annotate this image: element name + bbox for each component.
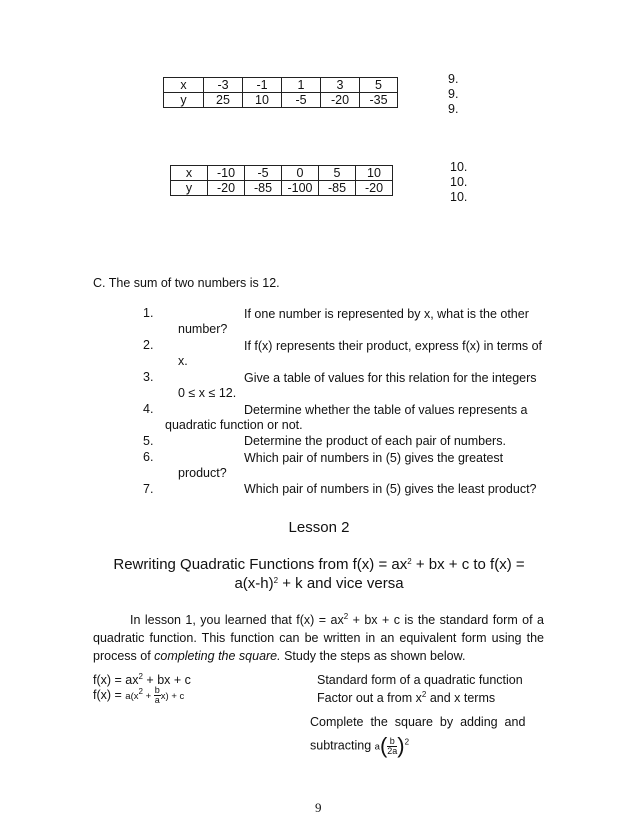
question-continuation: product? [178, 466, 227, 480]
question-text: Determine whether the table of values represents a [244, 403, 528, 417]
question-number: 5. [143, 434, 154, 448]
page-number: 9 [315, 800, 322, 815]
question-number: 3. [143, 370, 154, 384]
question-continuation: number? [178, 322, 228, 336]
note-line: 10. [450, 160, 468, 174]
note-line: 9. [448, 87, 459, 101]
question-number: 7. [143, 482, 154, 496]
lesson-subtitle-line-2: $a(x-h)^2 + k$ and vice versa [234, 575, 404, 592]
fraction-b-over-a: $\frac{b}{a}$ [154, 685, 160, 705]
step-1-explanation: Standard form of a quadratic function [317, 673, 523, 687]
step-3-explanation-line-2: subtracting a( $\frac{b}{2a}$ )$^2$ [310, 733, 410, 758]
question-text: If f(x) represents their product, express f(x) in terms of [244, 339, 543, 353]
table-cell: 10 [243, 93, 282, 108]
lesson-subtitle [0, 555, 638, 593]
table-cell: -20 [208, 181, 245, 196]
question-number: 1. [143, 306, 154, 320]
table-cell: -3 [204, 78, 243, 93]
note-line: 10. [450, 190, 468, 204]
table-cell: -5 [245, 166, 282, 181]
table-row [171, 166, 393, 181]
table-row [164, 93, 398, 108]
table-cell: 25 [204, 93, 243, 108]
question-text: If one number is represented by x, what is the other [244, 307, 529, 321]
question-continuation: 0 ≤ x ≤ 12. [178, 386, 237, 400]
fraction-b-over-2a: $\frac{b}{2a}$ [387, 735, 398, 756]
table-cell: 5 [360, 78, 398, 93]
table-cell: 3 [321, 78, 360, 93]
table-cell: 5 [319, 166, 356, 181]
values-table-1 [163, 77, 398, 108]
note-line: 10. [450, 175, 468, 189]
lesson-title: Lesson 2 [288, 519, 350, 536]
table-cell: -1 [243, 78, 282, 93]
table-cell: 1 [282, 78, 321, 93]
table-cell: y [164, 93, 204, 108]
question-text: Determine the product of each pair of numbers. [244, 434, 506, 448]
table-cell: 10 [356, 166, 393, 181]
left-paren: ( [379, 733, 388, 758]
question-text: Which pair of numbers in (5) gives the greatest [244, 451, 504, 465]
table-cell: -5 [282, 93, 321, 108]
table-cell: x [171, 166, 208, 181]
question-continuation: quadratic function or not. [165, 418, 303, 432]
intro-paragraph: In lesson 1, you learned that $f(x) = ax^2$ + bx + c is the standard form of a quadratic function. This function can be written in an equivalent form using the process of completing the square. Study the steps as shown below. [93, 612, 544, 663]
question-text: Give a table of values for this relation for the integers [244, 371, 537, 385]
table-row [171, 181, 393, 196]
step-3-explanation-line-1: Complete the square by adding and [310, 715, 526, 729]
section-c-heading: C. The sum of two numbers is 12. [93, 276, 280, 290]
values-table-2 [170, 165, 393, 196]
right-paren: ) [397, 733, 405, 758]
lesson-subtitle-line-1: Rewriting Quadratic Functions from $f(x) = ax^2$ + bx + c to f(x) = [113, 556, 525, 573]
table-cell: -20 [356, 181, 393, 196]
step-2-equation: $f(x) = a(x^2$ + $\frac{b}{a}$ x) + c [93, 685, 185, 705]
question-number: 6. [143, 450, 154, 464]
table-cell: -10 [208, 166, 245, 181]
answer-notes-9 [448, 72, 458, 117]
step-1-equation: $f(x) = ax^2$ + bx + c [93, 672, 191, 687]
answer-notes-10 [450, 160, 467, 205]
note-line: 9. [448, 102, 459, 116]
question-continuation: x. [178, 354, 188, 368]
question-text: Which pair of numbers in (5) gives the least product? [244, 482, 537, 496]
question-number: 2. [143, 338, 154, 352]
table-cell: -35 [360, 93, 398, 108]
note-line: 9. [448, 72, 459, 86]
table-cell: y [171, 181, 208, 196]
table-cell: -20 [321, 93, 360, 108]
table-cell: -100 [282, 181, 319, 196]
table-cell: -85 [245, 181, 282, 196]
table-cell: x [164, 78, 204, 93]
step-2-explanation: Factor out a from $x^2$ and x terms [317, 690, 496, 705]
table-cell: 0 [282, 166, 319, 181]
table-row [164, 78, 398, 93]
question-number: 4. [143, 402, 154, 416]
table-cell: -85 [319, 181, 356, 196]
